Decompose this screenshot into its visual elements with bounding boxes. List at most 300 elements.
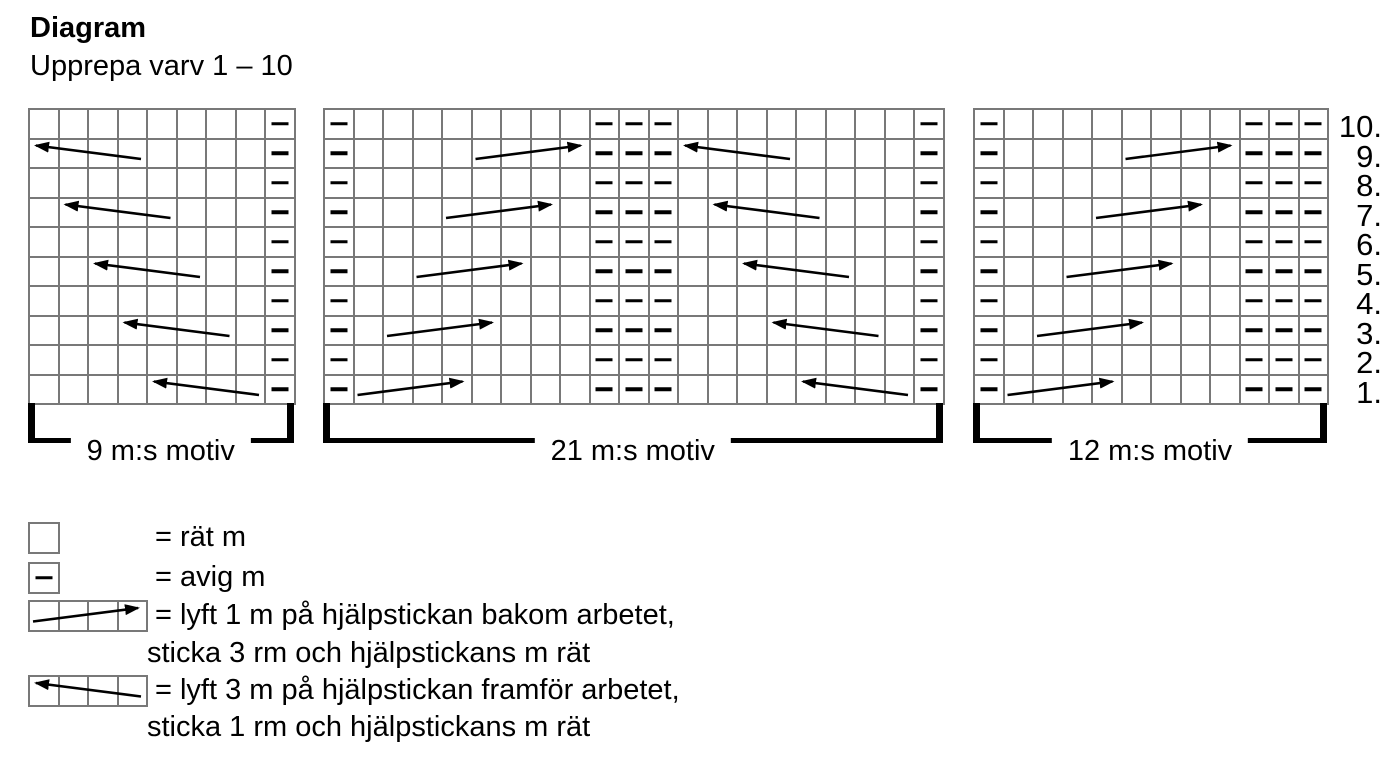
purl-dash-icon bbox=[1246, 152, 1263, 156]
purl-dash-icon bbox=[655, 388, 672, 392]
repeat-bracket-12 bbox=[973, 403, 1327, 467]
grid-cell bbox=[1300, 376, 1330, 406]
purl-dash-icon bbox=[271, 388, 288, 392]
grid-cell bbox=[384, 376, 414, 406]
grid-cell bbox=[237, 258, 267, 288]
grid-cell bbox=[384, 169, 414, 199]
grid-cell bbox=[89, 376, 119, 406]
grid-cell bbox=[443, 287, 473, 317]
purl-dash-icon bbox=[655, 122, 672, 126]
grid-cell bbox=[561, 228, 591, 258]
grid-cell bbox=[502, 346, 532, 376]
grid-cell bbox=[620, 140, 650, 170]
grid-cell bbox=[502, 376, 532, 406]
purl-dash-icon bbox=[1305, 152, 1322, 156]
purl-dash-icon bbox=[625, 181, 642, 185]
purl-dash-icon bbox=[271, 122, 288, 126]
grid-cell bbox=[620, 110, 650, 140]
grid-cell bbox=[473, 346, 503, 376]
grid-cell bbox=[1270, 110, 1300, 140]
legend-knit-text: = rät m bbox=[155, 521, 247, 553]
grid-cell bbox=[148, 169, 178, 199]
grid-cell bbox=[532, 140, 562, 170]
grid-cell bbox=[561, 287, 591, 317]
grid-cell bbox=[620, 199, 650, 229]
grid-cell bbox=[119, 602, 149, 632]
purl-dash-icon bbox=[271, 152, 288, 156]
grid-cell bbox=[532, 110, 562, 140]
grid-cell bbox=[1182, 169, 1212, 199]
grid-cell bbox=[207, 376, 237, 406]
grid-cell bbox=[797, 258, 827, 288]
grid-cell bbox=[797, 376, 827, 406]
grid-cell bbox=[148, 287, 178, 317]
grid-cell bbox=[856, 317, 886, 347]
grid-cell bbox=[532, 169, 562, 199]
grid-cell bbox=[148, 228, 178, 258]
grid-cell bbox=[709, 317, 739, 347]
grid-cell bbox=[473, 199, 503, 229]
purl-dash-icon bbox=[330, 240, 347, 244]
grid-cell bbox=[237, 228, 267, 258]
chart-cells bbox=[28, 108, 296, 405]
repeat-label: 12 m:s motiv bbox=[1052, 432, 1248, 470]
grid-cell bbox=[1211, 140, 1241, 170]
purl-dash-icon bbox=[271, 299, 288, 303]
purl-dash-icon bbox=[625, 211, 642, 215]
grid-cell bbox=[414, 228, 444, 258]
grid-cell bbox=[60, 677, 90, 707]
purl-dash-icon bbox=[330, 388, 347, 392]
grid-cell bbox=[1005, 199, 1035, 229]
grid-cell bbox=[1064, 258, 1094, 288]
grid-cell bbox=[414, 317, 444, 347]
grid-cell bbox=[738, 169, 768, 199]
grid-cell bbox=[1211, 169, 1241, 199]
grid-cell bbox=[827, 140, 857, 170]
grid-cell bbox=[1270, 169, 1300, 199]
grid-cell bbox=[443, 258, 473, 288]
grid-cell bbox=[148, 258, 178, 288]
grid-cell bbox=[119, 110, 149, 140]
grid-cell bbox=[502, 317, 532, 347]
purl-dash-icon bbox=[271, 329, 288, 333]
grid-cell bbox=[237, 140, 267, 170]
grid-cell bbox=[827, 287, 857, 317]
purl-dash-icon bbox=[330, 358, 347, 362]
grid-cell bbox=[266, 199, 296, 229]
grid-cell bbox=[1093, 346, 1123, 376]
grid-cell bbox=[915, 317, 945, 347]
grid-cell bbox=[975, 376, 1005, 406]
grid-cell bbox=[60, 169, 90, 199]
grid-cell bbox=[1182, 376, 1212, 406]
purl-dash-icon bbox=[1275, 152, 1292, 156]
grid-cell bbox=[1152, 287, 1182, 317]
grid-cell bbox=[502, 258, 532, 288]
knit-chart-21-sts bbox=[323, 108, 945, 405]
purl-dash-icon bbox=[655, 240, 672, 244]
grid-cell bbox=[502, 199, 532, 229]
purl-dash-icon bbox=[1246, 358, 1263, 362]
grid-cell bbox=[325, 287, 355, 317]
grid-cell bbox=[207, 140, 237, 170]
grid-cell bbox=[355, 258, 385, 288]
grid-cell bbox=[797, 228, 827, 258]
grid-cell bbox=[207, 228, 237, 258]
grid-cell bbox=[650, 110, 680, 140]
grid-cell bbox=[975, 346, 1005, 376]
grid-cell bbox=[856, 228, 886, 258]
grid-cell bbox=[30, 564, 60, 594]
purl-dash-icon bbox=[330, 270, 347, 274]
repeat-bracket-21 bbox=[323, 403, 943, 467]
purl-dash-icon bbox=[1246, 270, 1263, 274]
grid-cell bbox=[60, 317, 90, 347]
grid-cell bbox=[679, 376, 709, 406]
grid-cell bbox=[1182, 346, 1212, 376]
grid-cell bbox=[1034, 228, 1064, 258]
grid-cell bbox=[650, 317, 680, 347]
cable-right-strip-icon bbox=[28, 600, 148, 632]
purl-dash-icon bbox=[596, 240, 613, 244]
grid-cell bbox=[325, 317, 355, 347]
grid-cell bbox=[443, 110, 473, 140]
grid-cell bbox=[384, 258, 414, 288]
grid-cell bbox=[148, 346, 178, 376]
grid-cell bbox=[768, 317, 798, 347]
row-number-label: 10. bbox=[1338, 109, 1382, 144]
purl-dash-icon bbox=[1275, 299, 1292, 303]
purl-stitch-icon bbox=[28, 562, 60, 594]
grid-cell bbox=[975, 287, 1005, 317]
purl-dash-icon bbox=[655, 181, 672, 185]
grid-cell bbox=[148, 376, 178, 406]
grid-cell bbox=[827, 199, 857, 229]
grid-cell bbox=[827, 376, 857, 406]
row-number-label: 5. bbox=[1356, 256, 1382, 292]
grid-cell bbox=[1034, 376, 1064, 406]
grid-cell bbox=[709, 169, 739, 199]
grid-cell bbox=[1005, 228, 1035, 258]
grid-cell bbox=[650, 199, 680, 229]
grid-cell bbox=[975, 169, 1005, 199]
grid-cell bbox=[1300, 317, 1330, 347]
grid-cell bbox=[797, 140, 827, 170]
grid-cell bbox=[30, 258, 60, 288]
grid-cell bbox=[1064, 317, 1094, 347]
grid-cell bbox=[620, 317, 650, 347]
grid-cell bbox=[1093, 169, 1123, 199]
grid-cell bbox=[1123, 376, 1153, 406]
grid-cell bbox=[1182, 317, 1212, 347]
grid-cell bbox=[119, 199, 149, 229]
grid-cell bbox=[473, 228, 503, 258]
purl-dash-icon bbox=[1246, 240, 1263, 244]
grid-cell bbox=[355, 110, 385, 140]
grid-cell bbox=[502, 140, 532, 170]
grid-cell bbox=[1034, 169, 1064, 199]
purl-dash-icon bbox=[625, 240, 642, 244]
purl-dash-icon bbox=[1305, 388, 1322, 392]
grid-cell bbox=[650, 376, 680, 406]
grid-cell bbox=[1300, 110, 1330, 140]
grid-cell bbox=[325, 199, 355, 229]
purl-dash-icon bbox=[1305, 329, 1322, 333]
chart-cells bbox=[323, 108, 945, 405]
purl-dash-icon bbox=[1305, 299, 1322, 303]
grid-cell bbox=[886, 228, 916, 258]
row-number-label: 4. bbox=[1356, 286, 1382, 321]
grid-cell bbox=[1064, 287, 1094, 317]
grid-cell bbox=[738, 287, 768, 317]
grid-cell bbox=[443, 228, 473, 258]
grid-cell bbox=[1123, 317, 1153, 347]
grid-cell bbox=[355, 287, 385, 317]
grid-cell bbox=[797, 287, 827, 317]
grid-cell bbox=[827, 258, 857, 288]
grid-cell bbox=[30, 602, 60, 632]
grid-cell bbox=[178, 258, 208, 288]
repeat-bracket-9 bbox=[28, 403, 294, 467]
grid-cell bbox=[443, 376, 473, 406]
grid-cell bbox=[1182, 287, 1212, 317]
grid-cell bbox=[1152, 376, 1182, 406]
grid-cell bbox=[473, 287, 503, 317]
purl-dash-icon bbox=[625, 122, 642, 126]
grid-cell bbox=[207, 346, 237, 376]
purl-dash-icon bbox=[1246, 299, 1263, 303]
grid-cell bbox=[325, 110, 355, 140]
purl-dash-icon bbox=[920, 211, 937, 215]
grid-cell bbox=[178, 140, 208, 170]
repeat-rows-subtitle: Upprepa varv 1 – 10 bbox=[30, 50, 293, 82]
grid-cell bbox=[886, 258, 916, 288]
grid-cell bbox=[679, 228, 709, 258]
grid-cell bbox=[414, 287, 444, 317]
purl-dash-icon bbox=[271, 181, 288, 185]
grid-cell bbox=[1123, 199, 1153, 229]
grid-cell bbox=[384, 346, 414, 376]
purl-dash-icon bbox=[1246, 122, 1263, 126]
grid-cell bbox=[886, 317, 916, 347]
grid-cell bbox=[30, 169, 60, 199]
grid-cell bbox=[591, 346, 621, 376]
grid-cell bbox=[1034, 287, 1064, 317]
grid-cell bbox=[975, 140, 1005, 170]
grid-cell bbox=[384, 228, 414, 258]
grid-cell bbox=[1123, 169, 1153, 199]
grid-cell bbox=[237, 199, 267, 229]
grid-cell bbox=[591, 258, 621, 288]
purl-dash-icon bbox=[980, 270, 997, 274]
grid-cell bbox=[591, 199, 621, 229]
purl-dash-icon bbox=[330, 329, 347, 333]
grid-cell bbox=[237, 169, 267, 199]
purl-dash-icon bbox=[1305, 211, 1322, 215]
grid-cell bbox=[1093, 228, 1123, 258]
grid-cell bbox=[178, 376, 208, 406]
purl-dash-icon bbox=[1305, 270, 1322, 274]
grid-cell bbox=[119, 376, 149, 406]
grid-cell bbox=[886, 376, 916, 406]
purl-dash-icon bbox=[920, 329, 937, 333]
grid-cell bbox=[89, 287, 119, 317]
purl-dash-icon bbox=[655, 152, 672, 156]
grid-cell bbox=[1152, 317, 1182, 347]
grid-cell bbox=[1241, 169, 1271, 199]
purl-dash-icon bbox=[596, 388, 613, 392]
grid-cell bbox=[237, 346, 267, 376]
grid-cell bbox=[119, 317, 149, 347]
knit-stitch-icon bbox=[28, 522, 60, 554]
grid-cell bbox=[355, 317, 385, 347]
grid-cell bbox=[89, 140, 119, 170]
purl-dash-icon bbox=[920, 388, 937, 392]
grid-cell bbox=[1182, 258, 1212, 288]
grid-cell bbox=[650, 140, 680, 170]
purl-dash-icon bbox=[330, 181, 347, 185]
grid-cell bbox=[915, 199, 945, 229]
purl-dash-icon bbox=[1246, 329, 1263, 333]
grid-cell bbox=[207, 258, 237, 288]
grid-cell bbox=[1093, 376, 1123, 406]
grid-cell bbox=[60, 228, 90, 258]
grid-cell bbox=[1005, 258, 1035, 288]
grid-cell bbox=[266, 228, 296, 258]
grid-cell bbox=[738, 317, 768, 347]
grid-cell bbox=[30, 140, 60, 170]
grid-cell bbox=[532, 346, 562, 376]
grid-cell bbox=[856, 110, 886, 140]
purl-dash-icon bbox=[596, 181, 613, 185]
grid-cell bbox=[1211, 199, 1241, 229]
grid-cell bbox=[709, 199, 739, 229]
grid-cell bbox=[1152, 346, 1182, 376]
grid-cell bbox=[60, 140, 90, 170]
row-number-label: 8. bbox=[1356, 168, 1382, 203]
grid-cell bbox=[414, 140, 444, 170]
grid-cell bbox=[443, 169, 473, 199]
grid-cell bbox=[1064, 376, 1094, 406]
purl-dash-icon bbox=[1275, 181, 1292, 185]
purl-dash-icon bbox=[980, 152, 997, 156]
grid-cell bbox=[1034, 346, 1064, 376]
grid-cell bbox=[1270, 317, 1300, 347]
grid-cell bbox=[89, 199, 119, 229]
grid-cell bbox=[60, 346, 90, 376]
purl-dash-icon bbox=[655, 358, 672, 362]
grid-cell bbox=[237, 317, 267, 347]
grid-cell bbox=[443, 346, 473, 376]
grid-cell bbox=[1093, 258, 1123, 288]
grid-cell bbox=[650, 169, 680, 199]
grid-cell bbox=[1005, 346, 1035, 376]
grid-cell bbox=[89, 169, 119, 199]
grid-cell bbox=[1300, 346, 1330, 376]
purl-dash-icon bbox=[330, 299, 347, 303]
grid-cell bbox=[679, 199, 709, 229]
row-number-label: 2. bbox=[1356, 345, 1382, 380]
grid-cell bbox=[207, 110, 237, 140]
purl-dash-icon bbox=[1275, 240, 1292, 244]
grid-cell bbox=[384, 140, 414, 170]
grid-cell bbox=[1093, 199, 1123, 229]
purl-dash-icon bbox=[625, 270, 642, 274]
grid-cell bbox=[1211, 317, 1241, 347]
grid-cell bbox=[60, 258, 90, 288]
grid-cell bbox=[355, 346, 385, 376]
grid-cell bbox=[856, 169, 886, 199]
grid-cell bbox=[561, 110, 591, 140]
bracket-end bbox=[1320, 403, 1327, 443]
purl-dash-icon bbox=[330, 122, 347, 126]
cable-left-strip-icon bbox=[28, 675, 148, 707]
grid-cell bbox=[709, 346, 739, 376]
grid-cell bbox=[384, 287, 414, 317]
grid-cell bbox=[1152, 228, 1182, 258]
grid-cell bbox=[355, 140, 385, 170]
grid-cell bbox=[886, 287, 916, 317]
grid-cell bbox=[650, 228, 680, 258]
grid-cell bbox=[1300, 258, 1330, 288]
grid-cell bbox=[1241, 258, 1271, 288]
purl-dash-icon bbox=[920, 181, 937, 185]
grid-cell bbox=[886, 110, 916, 140]
grid-cell bbox=[1211, 346, 1241, 376]
grid-cell bbox=[768, 199, 798, 229]
grid-cell bbox=[915, 110, 945, 140]
repeat-label: 21 m:s motiv bbox=[535, 432, 731, 470]
bracket-end bbox=[973, 403, 980, 443]
grid-cell bbox=[355, 199, 385, 229]
grid-cell bbox=[473, 317, 503, 347]
purl-dash-icon bbox=[980, 181, 997, 185]
grid-cell bbox=[325, 258, 355, 288]
grid-cell bbox=[443, 140, 473, 170]
grid-cell bbox=[1034, 110, 1064, 140]
bracket-end bbox=[936, 403, 943, 443]
grid-cell bbox=[768, 110, 798, 140]
grid-cell bbox=[532, 258, 562, 288]
grid-cell bbox=[591, 376, 621, 406]
grid-cell bbox=[591, 228, 621, 258]
grid-cell bbox=[89, 258, 119, 288]
grid-cell bbox=[30, 317, 60, 347]
grid-cell bbox=[237, 287, 267, 317]
grid-cell bbox=[1241, 346, 1271, 376]
purl-dash-icon bbox=[1246, 388, 1263, 392]
grid-cell bbox=[30, 287, 60, 317]
grid-cell bbox=[886, 346, 916, 376]
bracket-end bbox=[287, 403, 294, 443]
purl-dash-icon bbox=[1305, 181, 1322, 185]
purl-dash-icon bbox=[625, 152, 642, 156]
purl-dash-icon bbox=[1305, 240, 1322, 244]
purl-dash-icon bbox=[625, 299, 642, 303]
grid-cell bbox=[1123, 140, 1153, 170]
grid-cell bbox=[1093, 110, 1123, 140]
grid-cell bbox=[1005, 110, 1035, 140]
grid-cell bbox=[650, 287, 680, 317]
grid-cell bbox=[975, 228, 1005, 258]
grid-cell bbox=[709, 228, 739, 258]
grid-cell bbox=[1182, 140, 1212, 170]
legend-cable-left-text: = lyft 3 m på hjälpstickan framför arbetet, bbox=[155, 674, 680, 706]
grid-cell bbox=[886, 169, 916, 199]
grid-cell bbox=[650, 258, 680, 288]
grid-cell bbox=[1093, 317, 1123, 347]
